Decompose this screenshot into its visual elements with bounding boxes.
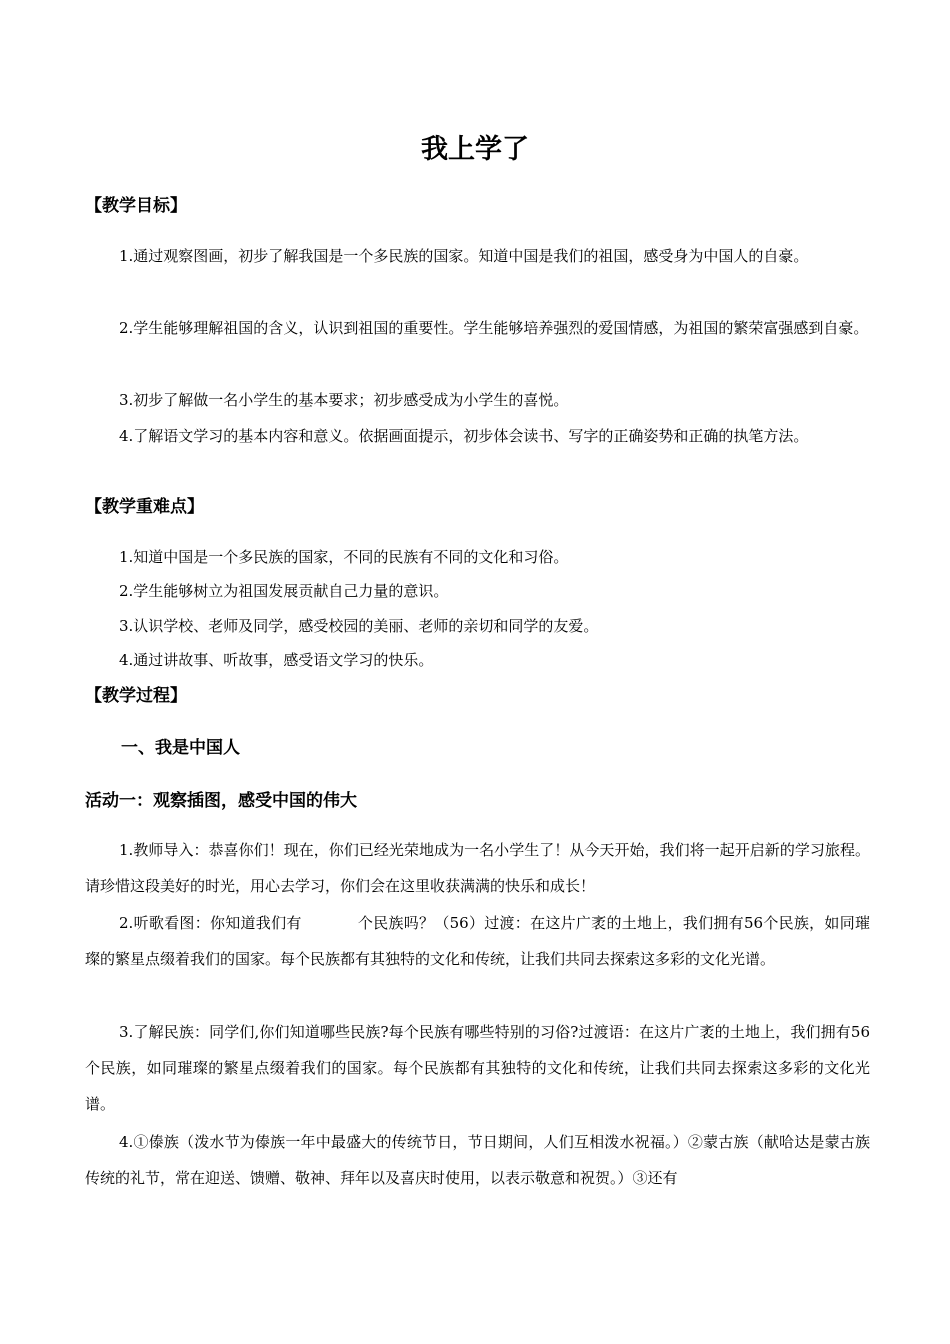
paragraph-2-rest: 个民族吗？（56）过渡：在这片广袤的土地上，我们拥有56个民族，如同璀璨的繁星点缀着我们的国家。每个民族都有其独特的文化和传统，让我们共同去探索这多彩的文化光谱。 — [85, 914, 870, 968]
keypoint-item-4: 4.通过讲故事、听故事，感受语文学习的快乐。 — [119, 651, 434, 669]
section-heading-goals: 【教学目标】 — [85, 196, 187, 216]
process-paragraph-3: 3.了解民族：同学们,你们知道哪些民族?每个民族有哪些特别的习俗?过渡语：在这片广袤的土地上，我们拥有56个民族，如同璀璨的繁星点缀着我们的国家。每个民族都有其独特的文化和传统，让我们共同去探索这多彩的文化光谱。 — [85, 1023, 870, 1113]
goal-item-2: 2.学生能够理解祖国的含义，认识到祖国的重要性。学生能够培养强烈的爱国情感，为祖国的繁荣富强感到自豪。 — [119, 319, 869, 337]
keypoint-item-2: 2.学生能够树立为祖国发展贡献自己力量的意识。 — [119, 582, 449, 600]
paragraph-2-lead: 2.听歌看图：你知道我们有 — [119, 914, 302, 932]
process-paragraph-1: 1.教师导入：恭喜你们！现在，你们已经光荣地成为一名小学生了！从今天开始，我们将一起开启新的学习旅程。请珍惜这段美好的时光，用心去学习，你们会在这里收获满满的快乐和成长！ — [85, 841, 870, 895]
section-heading-process: 【教学过程】 — [85, 686, 187, 706]
page-title: 我上学了 — [421, 134, 529, 165]
goal-item-4: 4.了解语文学习的基本内容和意义。依据画面提示，初步体会读书、写字的正确姿势和正确的执笔方法。 — [119, 427, 809, 445]
section-heading-keypoints: 【教学重难点】 — [85, 497, 204, 517]
part-title: 一、我是中国人 — [121, 738, 240, 758]
process-paragraph-4: 4.①傣族（泼水节为傣族一年中最盛大的传统节日，节日期间，人们互相泼水祝福。）②蒙古族（献哈达是蒙古族传统的礼节，常在迎送、馈赠、敬神、拜年以及喜庆时使用，以表示敬意和祝贺。）③还有 — [85, 1133, 870, 1187]
activity-title: 活动一：观察插图，感受中国的伟大 — [85, 791, 357, 811]
keypoint-item-3: 3.认识学校、老师及同学，感受校园的美丽、老师的亲切和同学的友爱。 — [119, 617, 599, 635]
goal-item-1: 1.通过观察图画，初步了解我国是一个多民族的国家。知道中国是我们的祖国，感受身为中国人的自豪。 — [119, 247, 809, 265]
goal-item-3: 3.初步了解做一名小学生的基本要求；初步感受成为小学生的喜悦。 — [119, 391, 569, 409]
process-paragraph-2 — [85, 905, 870, 977]
keypoint-item-1: 1.知道中国是一个多民族的国家，不同的民族有不同的文化和习俗。 — [119, 548, 569, 566]
